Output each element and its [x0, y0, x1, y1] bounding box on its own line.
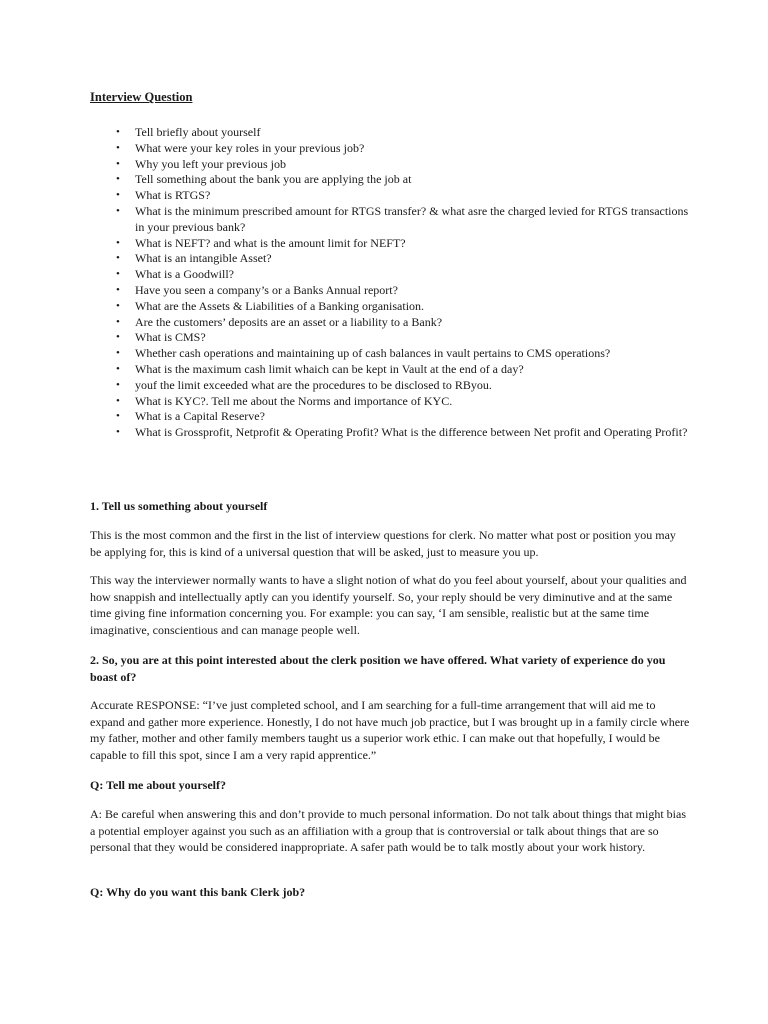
paragraph: A: Be careful when answering this and don’t provide to much personal information. Do not talk about things that might bias a potential employer against you such as an affiliation with a group that is controversial or talk about things that are so personal that they would be considered inappropriate. A safer path would be to talk mostly about your work history. [90, 807, 686, 855]
list-item: • What is the minimum prescribed amount for RTGS transfer? & what asre the charged levied for RTGS transactions in your previous bank? [116, 203, 689, 234]
bullet-icon: • [116, 426, 120, 439]
bullet-icon: • [116, 268, 120, 281]
list-item: • What is a Capital Reserve? [116, 409, 265, 424]
list-item: • Why you left your previous job [116, 156, 286, 171]
section-heading-1: 1. Tell us something about yourself [90, 499, 268, 513]
bullet-icon: • [116, 173, 120, 186]
list-item: • Are the customers’ deposits are an asset or a liability to a Bank? [116, 314, 443, 329]
list-item: • What is CMS? [116, 330, 206, 345]
bullet-icon: • [116, 252, 120, 265]
list-item: • Tell something about the bank you are applying the job at [116, 172, 412, 187]
bullet-icon: • [116, 126, 120, 138]
list-item: • What is Grossprofit, Netprofit & Operating Profit? What is the difference between Net profit and Operating Profit? [116, 425, 688, 440]
bullet-icon: • [116, 189, 120, 202]
list-item: • youf the limit exceeded what are the procedures to be disclosed to RByou. [116, 377, 492, 392]
bullet-icon: • [116, 394, 120, 407]
bullet-icon: • [116, 315, 120, 328]
list-item: • What is the maximum cash limit whaich can be kept in Vault at the end of a day? [116, 361, 524, 376]
bullet-icon: • [116, 378, 120, 391]
bullet-icon: • [116, 283, 120, 296]
list-item: • Whether cash operations and maintaining up of cash balances in vault pertains to CMS operations? [116, 346, 611, 361]
list-item: • What were your key roles in your previous job? [116, 140, 365, 155]
paragraph: Accurate RESPONSE: “I’ve just completed school, and I am searching for a full-time arrangement that will aid me to expand and gather more experience. Honestly, I do not have much job practice, but I was brought up in a family circle where my father, mother and other family members taught us a superior work ethic. I can make out that hopefully, I would be capable to fill this spot, since I am a very rapid apprentice.” [90, 698, 690, 762]
page-title: Interview Question [90, 90, 193, 104]
question-list [90, 125, 690, 441]
list-item: • What is KYC?. Tell me about the Norms and importance of KYC. [116, 393, 453, 408]
bullet-icon: • [116, 362, 120, 375]
bullet-icon: • [116, 410, 120, 423]
bullet-icon: • [116, 157, 120, 170]
bullet-icon: • [116, 299, 120, 312]
list-item: • What is RTGS? [116, 188, 211, 203]
paragraph: This is the most common and the first in the list of interview questions for clerk. No matter what post or position you may be applying for, this is kind of a universal question that will be asked, just to measure you up. [90, 528, 676, 559]
question-heading: Q: Why do you want this bank Clerk job? [90, 885, 306, 899]
list-item: • What is an intangible Asset? [116, 251, 272, 266]
bullet-icon: • [116, 141, 120, 154]
bullet-icon: • [116, 347, 120, 360]
bullet-icon: • [116, 331, 120, 344]
question-heading: Q: Tell me about yourself? [90, 778, 227, 792]
bullet-icon: • [116, 236, 120, 249]
bullet-icon: • [116, 204, 120, 217]
list-item: • Tell briefly about yourself [116, 125, 261, 139]
paragraph: This way the interviewer normally wants to have a slight notion of what do you feel about yourself, about your qualities and how snappish and intellectually aptly can you identify yourself. So, your reply should be very diminutive and at the same time giving fine information concerning you. For example: you can say, ‘I am sensible, realistic but at the same time imaginative, conscientious and can manage people well. [90, 573, 687, 637]
list-item: • What is a Goodwill? [116, 267, 234, 282]
section-heading-2: 2. So, you are at this point interested about the clerk position we have offered. What variety of experience do you boast of? [90, 653, 666, 684]
list-item: • What is NEFT? and what is the amount limit for NEFT? [116, 235, 406, 250]
list-item: • What are the Assets & Liabilities of a Banking organisation. [116, 298, 425, 313]
list-item: • Have you seen a company’s or a Banks Annual report? [116, 282, 398, 297]
